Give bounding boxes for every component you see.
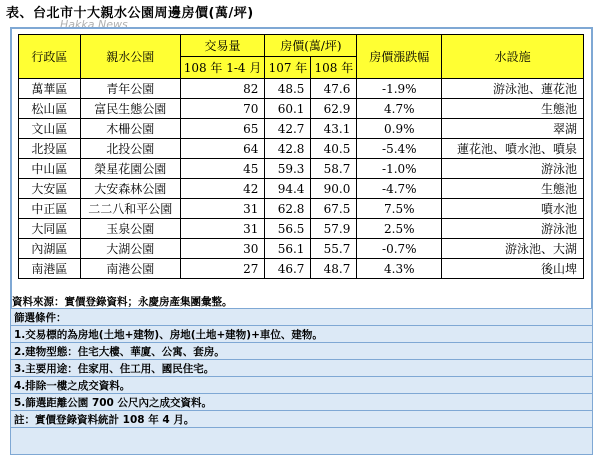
cell-water: 游泳池、大湖 <box>442 239 584 259</box>
watermark: Hakka News <box>60 18 128 31</box>
cell-change: -0.7% <box>357 239 442 259</box>
cell-park: 玉泉公園 <box>80 219 180 239</box>
condition-line: 5.篩選距離公園 700 公尺內之成交資料。 <box>11 394 593 411</box>
header-price-107: 107 年 <box>265 57 311 79</box>
cell-price-108: 67.5 <box>311 199 357 219</box>
cell-change: 4.3% <box>357 259 442 279</box>
cell-water: 游泳池 <box>442 219 584 239</box>
cell-district: 南港區 <box>19 259 81 279</box>
table-row <box>19 239 584 259</box>
cell-change: 0.9% <box>357 119 442 139</box>
cell-price-107: 56.5 <box>265 219 311 239</box>
cell-volume: 70 <box>180 99 265 119</box>
cell-district: 文山區 <box>19 119 81 139</box>
cell-park: 大安森林公園 <box>80 179 180 199</box>
cell-price-107: 60.1 <box>265 99 311 119</box>
header-water: 水設施 <box>442 35 584 79</box>
cell-change: -5.4% <box>357 139 442 159</box>
cell-park: 二二八和平公園 <box>80 199 180 219</box>
cell-price-108: 48.7 <box>311 259 357 279</box>
table-row <box>19 139 584 159</box>
cell-price-107: 48.5 <box>265 79 311 99</box>
table-title: 表、台北市十大親水公園周邊房價(萬/坪) <box>6 6 254 21</box>
cell-district: 萬華區 <box>19 79 81 99</box>
cell-district: 大安區 <box>19 179 81 199</box>
header-volume-period: 108 年 1-4 月 <box>180 57 265 79</box>
cell-park: 木柵公園 <box>80 119 180 139</box>
cell-park: 北投公園 <box>80 139 180 159</box>
cell-change: 4.7% <box>357 99 442 119</box>
cell-volume: 64 <box>180 139 265 159</box>
cell-price-108: 58.7 <box>311 159 357 179</box>
table-row <box>19 179 584 199</box>
cell-price-108: 43.1 <box>311 119 357 139</box>
header-volume: 交易量 <box>180 35 265 57</box>
cell-price-107: 94.4 <box>265 179 311 199</box>
cell-district: 大同區 <box>19 219 81 239</box>
header-change: 房價漲跌幅 <box>357 35 442 79</box>
cell-price-107: 59.3 <box>265 159 311 179</box>
cell-volume: 45 <box>180 159 265 179</box>
cell-volume: 27 <box>180 259 265 279</box>
cell-district: 中正區 <box>19 199 81 219</box>
cell-change: 7.5% <box>357 199 442 219</box>
cell-price-108: 40.5 <box>311 139 357 159</box>
cell-change: 2.5% <box>357 219 442 239</box>
table-row <box>19 79 584 99</box>
cell-park: 榮星花園公園 <box>80 159 180 179</box>
cell-water: 後山埤 <box>442 259 584 279</box>
table-row <box>19 259 584 279</box>
cell-district: 中山區 <box>19 159 81 179</box>
cell-district: 北投區 <box>19 139 81 159</box>
cell-water: 游泳池、蓮花池 <box>442 79 584 99</box>
cell-price-108: 57.9 <box>311 219 357 239</box>
table-row <box>19 159 584 179</box>
cell-water: 生態池 <box>442 179 584 199</box>
cell-district: 松山區 <box>19 99 81 119</box>
condition-line: 3.主要用途：住家用、住工用、國民住宅。 <box>11 360 593 377</box>
table-row <box>19 199 584 219</box>
source-note: 資料來源：實價登錄資料；永慶房產集團彙整。 <box>12 296 233 308</box>
condition-line: 篩選條件： <box>11 309 593 326</box>
cell-price-107: 56.1 <box>265 239 311 259</box>
condition-line: 註：實價登錄資料統計 108 年 4 月。 <box>11 411 593 428</box>
conditions-box <box>10 308 593 455</box>
cell-water: 翠湖 <box>442 119 584 139</box>
cell-water: 游泳池 <box>442 159 584 179</box>
header-district: 行政區 <box>19 35 81 79</box>
cell-volume: 31 <box>180 199 265 219</box>
condition-line: 1.交易標的為房地(土地+建物)、房地(土地+建物)+車位、建物。 <box>11 326 593 343</box>
table-row <box>19 99 584 119</box>
condition-line <box>11 428 593 455</box>
cell-water: 噴水池 <box>442 199 584 219</box>
cell-volume: 31 <box>180 219 265 239</box>
cell-price-108: 62.9 <box>311 99 357 119</box>
cell-park: 富民生態公園 <box>80 99 180 119</box>
cell-change: -1.9% <box>357 79 442 99</box>
table-row <box>19 219 584 239</box>
cell-water: 生態池 <box>442 99 584 119</box>
header-park: 親水公園 <box>80 35 180 79</box>
cell-change: -1.0% <box>357 159 442 179</box>
cell-price-107: 62.8 <box>265 199 311 219</box>
header-price-108: 108 年 <box>311 57 357 79</box>
cell-volume: 42 <box>180 179 265 199</box>
cell-change: -4.7% <box>357 179 442 199</box>
cell-volume: 30 <box>180 239 265 259</box>
header-price: 房價(萬/坪) <box>265 35 357 57</box>
cell-price-108: 90.0 <box>311 179 357 199</box>
cell-volume: 65 <box>180 119 265 139</box>
cell-park: 青年公園 <box>80 79 180 99</box>
cell-district: 內湖區 <box>19 239 81 259</box>
condition-line: 4.排除一樓之成交資料。 <box>11 377 593 394</box>
cell-park: 南港公園 <box>80 259 180 279</box>
cell-price-107: 42.8 <box>265 139 311 159</box>
cell-price-107: 46.7 <box>265 259 311 279</box>
cell-price-108: 55.7 <box>311 239 357 259</box>
cell-price-108: 47.6 <box>311 79 357 99</box>
cell-volume: 82 <box>180 79 265 99</box>
table-body <box>19 79 584 279</box>
condition-line: 2.建物型態：住宅大樓、華廈、公寓、套房。 <box>11 343 593 360</box>
table-row <box>19 119 584 139</box>
cell-price-107: 42.7 <box>265 119 311 139</box>
cell-water: 蓮花池、噴水池、噴泉 <box>442 139 584 159</box>
cell-park: 大湖公園 <box>80 239 180 259</box>
price-table <box>18 34 584 279</box>
